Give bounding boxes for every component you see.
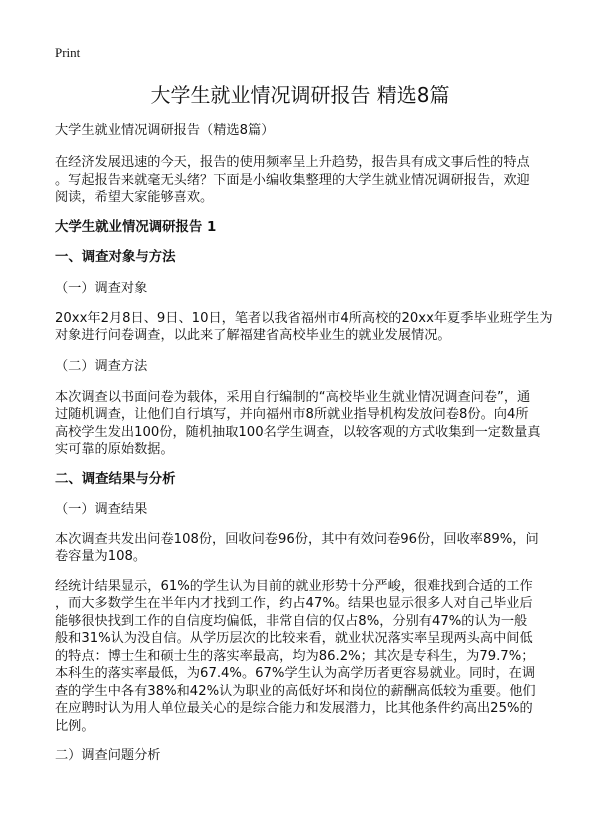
text-line: 在应聘时认为用人单位最关心的是综合能力和发展潜力，比其他条件约高出25%的 [55, 701, 533, 716]
text-line: 的特点：博士生和硕士生的落实率最高，均为86.2%；其次是专科生，为79.7%； [55, 648, 535, 664]
text-line: 在经济发展迅速的今天，报告的使用频率呈上升趋势，报告具有成文事后性的特点 [55, 155, 530, 170]
paragraph [55, 578, 600, 736]
text-line: 实可靠的原始数据。 [55, 442, 174, 457]
text-line: 高校学生发出100份，随机抽取100名学生调查，以较客观的方式收集到一定数量真 [55, 424, 541, 440]
paragraph [55, 389, 600, 459]
section-heading-2: 二、调查结果与分析 [55, 471, 176, 487]
text-line: 过随机调查，让他们自行填写，并向福州市8所就业指导机构发放问卷8份。向4所 [55, 407, 529, 422]
text-line: 本次调查共发出问卷108份，回收问卷96份，其中有效问卷96份，回收率89%，问 [55, 531, 539, 547]
document-subtitle: 大学生就业情况调研报告（精选8篇） [55, 123, 275, 138]
paragraph [55, 531, 600, 566]
print-link[interactable]: Print [55, 45, 81, 60]
text-line: 20xx年2月8日、9日、10日，笔者以我省福州市4所高校的20xx年夏季毕业班学生为 [55, 310, 553, 326]
subsection-heading: （一）调查结果 [55, 501, 148, 517]
text-line: 比例。 [55, 718, 95, 734]
paragraph [55, 310, 600, 345]
text-line: 卷容量为108。 [55, 549, 147, 564]
text-line: 般和31%认为没自信。从学历层次的比较来看，就业状况落实率呈现两头高中间低 [55, 631, 533, 646]
text-line: 对象进行问卷调查，以此来了解福建省高校毕业生的就业发展情况。 [55, 328, 451, 343]
text-line: 能够很快找到工作的自信度均偏低，非常自信的仅占8%，分别有47%的认为一般 [55, 613, 528, 629]
text-line: ，而大多数学生在半年内才找到工作，约占47%。结果也显示很多人对自己毕业后 [55, 596, 533, 611]
text-line: 。写起报告来就毫无头绪？下面是小编收集整理的大学生就业情况调研报告，欢迎 [55, 172, 530, 188]
page-title: 大学生就业情况调研报告 精选8篇 [150, 83, 450, 107]
subsection-heading: （一）调查对象 [55, 280, 148, 296]
text-line: 本次调查以书面问卷为载体，采用自行编制的“高校毕业生就业情况调查问卷”，通 [55, 389, 531, 405]
text-line: 本科生的落实率最低，为67.4%。67%学生认为高学历者更容易就业。同时，在调 [55, 666, 536, 681]
section-heading-1: 一、调查对象与方法 [55, 249, 176, 265]
text-line: 查的学生中各有38%和42%认为职业的高低好坏和岗位的薪酬高低较为重要。他们 [55, 683, 536, 699]
subsection-heading: （二）调查方法 [55, 358, 148, 374]
subsection-heading: 二）调查问题分析 [55, 748, 161, 763]
text-line: 经统计结果显示，61%的学生认为目前的就业形势十分严峻，很难找到合适的工作 [55, 578, 533, 594]
report-heading: 大学生就业情况调研报告 1 [55, 219, 217, 235]
text-line: 阅读，希望大家能够喜欢。 [55, 190, 214, 205]
intro-paragraph [55, 154, 600, 207]
